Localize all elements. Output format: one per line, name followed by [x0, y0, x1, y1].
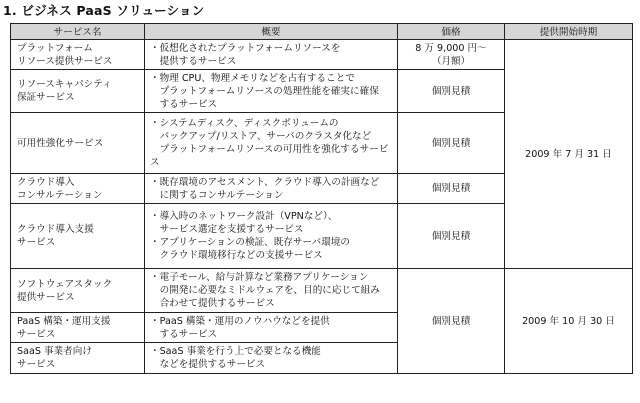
summary-cell: ・PaaS 構築・運用のノウハウなどを提供 するサービス [145, 313, 398, 343]
price-cell: 個別見積 [398, 174, 505, 204]
price-cell: 個別見積 [398, 204, 505, 269]
table-row [11, 40, 633, 70]
start-date-cell: 2009 年 7 月 31 日 [505, 40, 633, 269]
summary-cell: ・導入時のネットワーク設計（VPNなど）、 サービス選定を支援するサービス ・アプリケーションの検証、既存サーバ環境の クラウド環境移行などの支援サービス [145, 204, 398, 269]
service-name-cell: クラウド導入支援 サービス [11, 204, 145, 269]
summary-cell: ・システムディスク、ディスクボリュームの バックアップ/リストア、サーバのクラスタ化など プラットフォームリソースの可用性を強化するサービス [145, 113, 398, 174]
section-title: 1. ビジネス PaaS ソリューション [3, 3, 205, 18]
header-price: 価格 [398, 24, 505, 40]
header-row [11, 24, 633, 40]
service-name-cell: 可用性強化サービス [11, 113, 145, 174]
header-summary: 概要 [145, 24, 398, 40]
summary-cell: ・物理 CPU、物理メモリなどを占有することで プラットフォームリソースの処理性能を確実に確保 するサービス [145, 70, 398, 113]
header-service-name: サービス名 [11, 24, 145, 40]
service-name-cell: SaaS 事業者向け サービス [11, 343, 145, 374]
solution-table [10, 23, 633, 374]
header-start-date: 提供開始時期 [505, 24, 633, 40]
service-name-cell: PaaS 構築・運用支援 サービス [11, 313, 145, 343]
summary-cell: ・電子モール、給与計算など業務アプリケーション の開発に必要なミドルウェアを、目的に応じて組み 合わせて提供するサービス [145, 269, 398, 313]
summary-cell: ・仮想化されたプラットフォームリソースを 提供するサービス [145, 40, 398, 70]
price-cell: 個別見積 [398, 269, 505, 374]
summary-cell: ・既存環境のアセスメント、クラウド導入の計画など に関するコンサルテーション [145, 174, 398, 204]
start-date-cell: 2009 年 10 月 30 日 [505, 269, 633, 374]
summary-cell: ・SaaS 事業を行う上で必要となる機能 などを提供するサービス [145, 343, 398, 374]
service-name-cell: クラウド導入 コンサルテーション [11, 174, 145, 204]
price-cell: 個別見積 [398, 70, 505, 113]
price-cell: 個別見積 [398, 113, 505, 174]
service-name-cell: リソースキャパシティ 保証サービス [11, 70, 145, 113]
service-name-cell: プラットフォーム リソース提供サービス [11, 40, 145, 70]
table-row [11, 269, 633, 313]
service-name-cell: ソフトウェアスタック 提供サービス [11, 269, 145, 313]
price-cell: 8 万 9,000 円～ （月額） [398, 40, 505, 70]
